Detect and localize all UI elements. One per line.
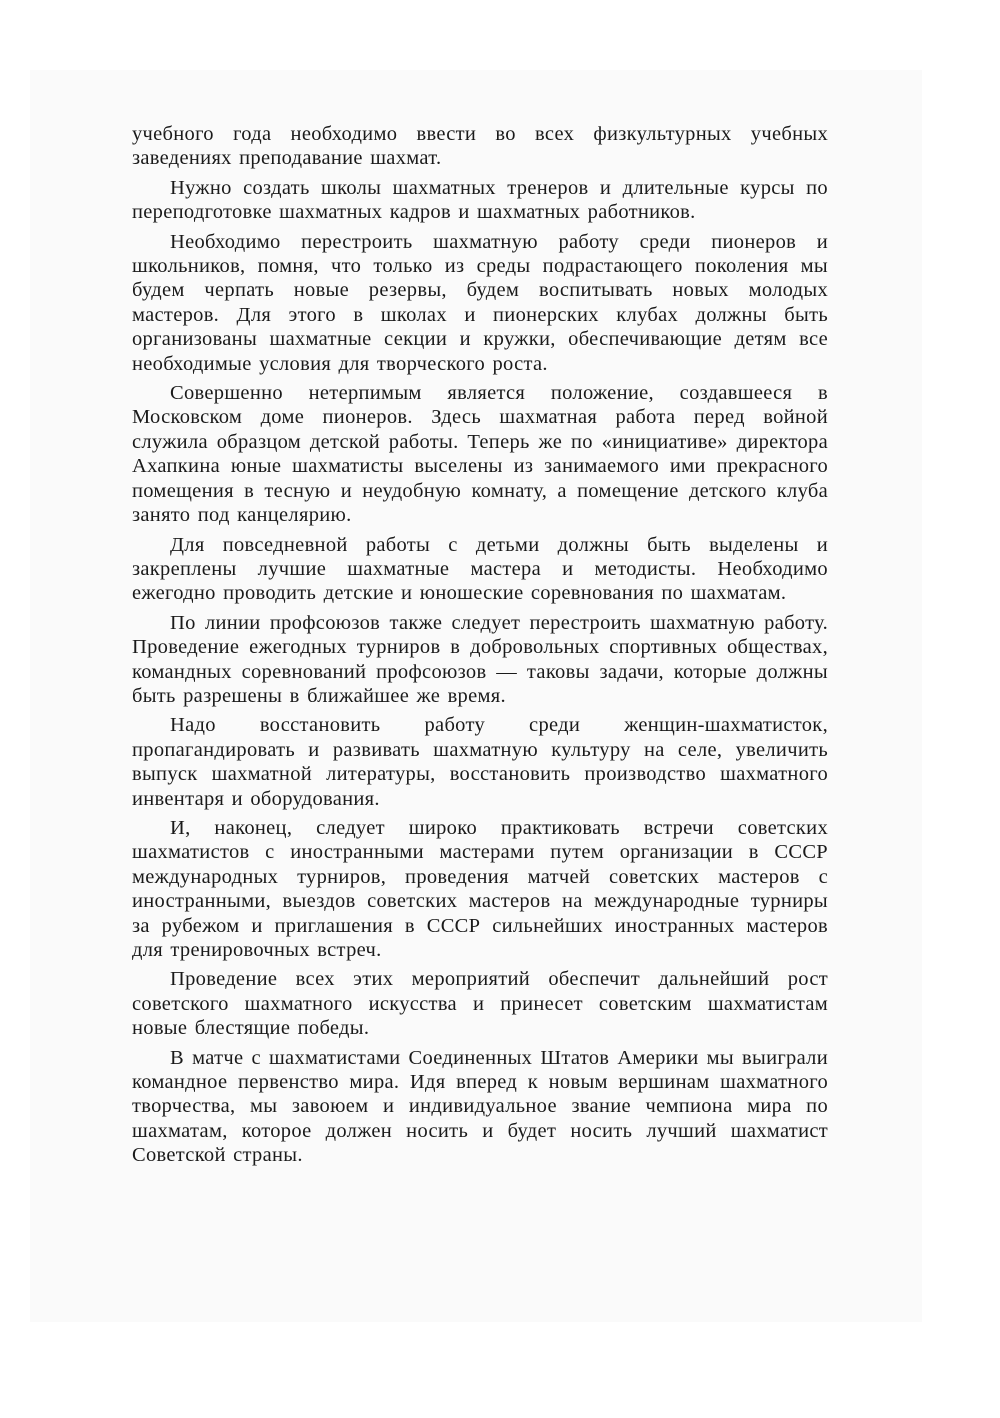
paragraph-6: По линии профсоюзов также следует перестроить шахматную работу. Проведение ежегодных турниров в добровольных спортивных обществах, командных соревнований профсоюзов — таковы задачи, которые должны быть разрешены в ближайшее же время. [132,611,828,707]
paragraph-3: Необходимо перестроить шахматную работу среди пионеров и школьников, помня, что только из среды подрастающего поколения мы будем черпать новые резервы, будем воспитывать новых молодых мастеров. Для этого в школах и пионерских клубах должны быть организованы шахматные секции и кружки, обеспечивающие детям все необходимые условия для творческого роста. [132,230,828,375]
paragraph-10: В матче с шахматистами Соединенных Штатов Америки мы выиграли командное первенство мира. Идя вперед к новым вершинам шахматного творчества, мы завоюем и индивидуальное звание чемпиона мира по шахматам, которое должен носить и будет носить лучший шахматист Советской страны. [132,1046,828,1167]
paragraph-5: Для повседневной работы с детьми должны быть выделены и закреплены лучшие шахматные мастера и методисты. Необходимо ежегодно проводить детские и юношеские соревнования по шахматам. [132,533,828,605]
paragraph-2: Нужно создать школы шахматных тренеров и длительные курсы по переподготовке шахматных кадров и шахматных работников. [132,176,828,224]
paragraph-4: Совершенно нетерпимым является положение, создавшееся в Московском доме пионеров. Здесь шахматная работа перед войной служила образцом детской работы. Теперь же по «инициативе» директора Ахапкина юные шахматисты выселены из занимаемого ими прекрасного помещения в тесную и неудобную комнату, а помещение детского клуба занято под канцелярию. [132,382,828,527]
paragraph-9: Проведение всех этих мероприятий обеспечит дальнейший рост советского шахматного искусства и принесет советским шахматистам новые блестящие победы. [132,968,828,1040]
paragraph-7: Надо восстановить работу среди женщин-шахматисток, пропагандировать и развивать шахматную культуру на селе, увеличить выпуск шахматной литературы, восстановить производство шахматного инвентаря и оборудования. [132,714,828,810]
paragraph-1: учебного года необходимо ввести во всех физкультурных учебных заведениях преподавание шахмат. [132,123,828,170]
body-text [132,122,828,1173]
paragraph-8: И, наконец, следует широко практиковать встречи советских шахматистов с иностранными мастерами путем организации в СССР международных турниров, проведения матчей советских мастеров с иностранными, выездов советских мастеров на международные турниры за рубежом и приглашения в СССР сильнейших иностранных мастеров для тренировочных встреч. [132,816,828,961]
